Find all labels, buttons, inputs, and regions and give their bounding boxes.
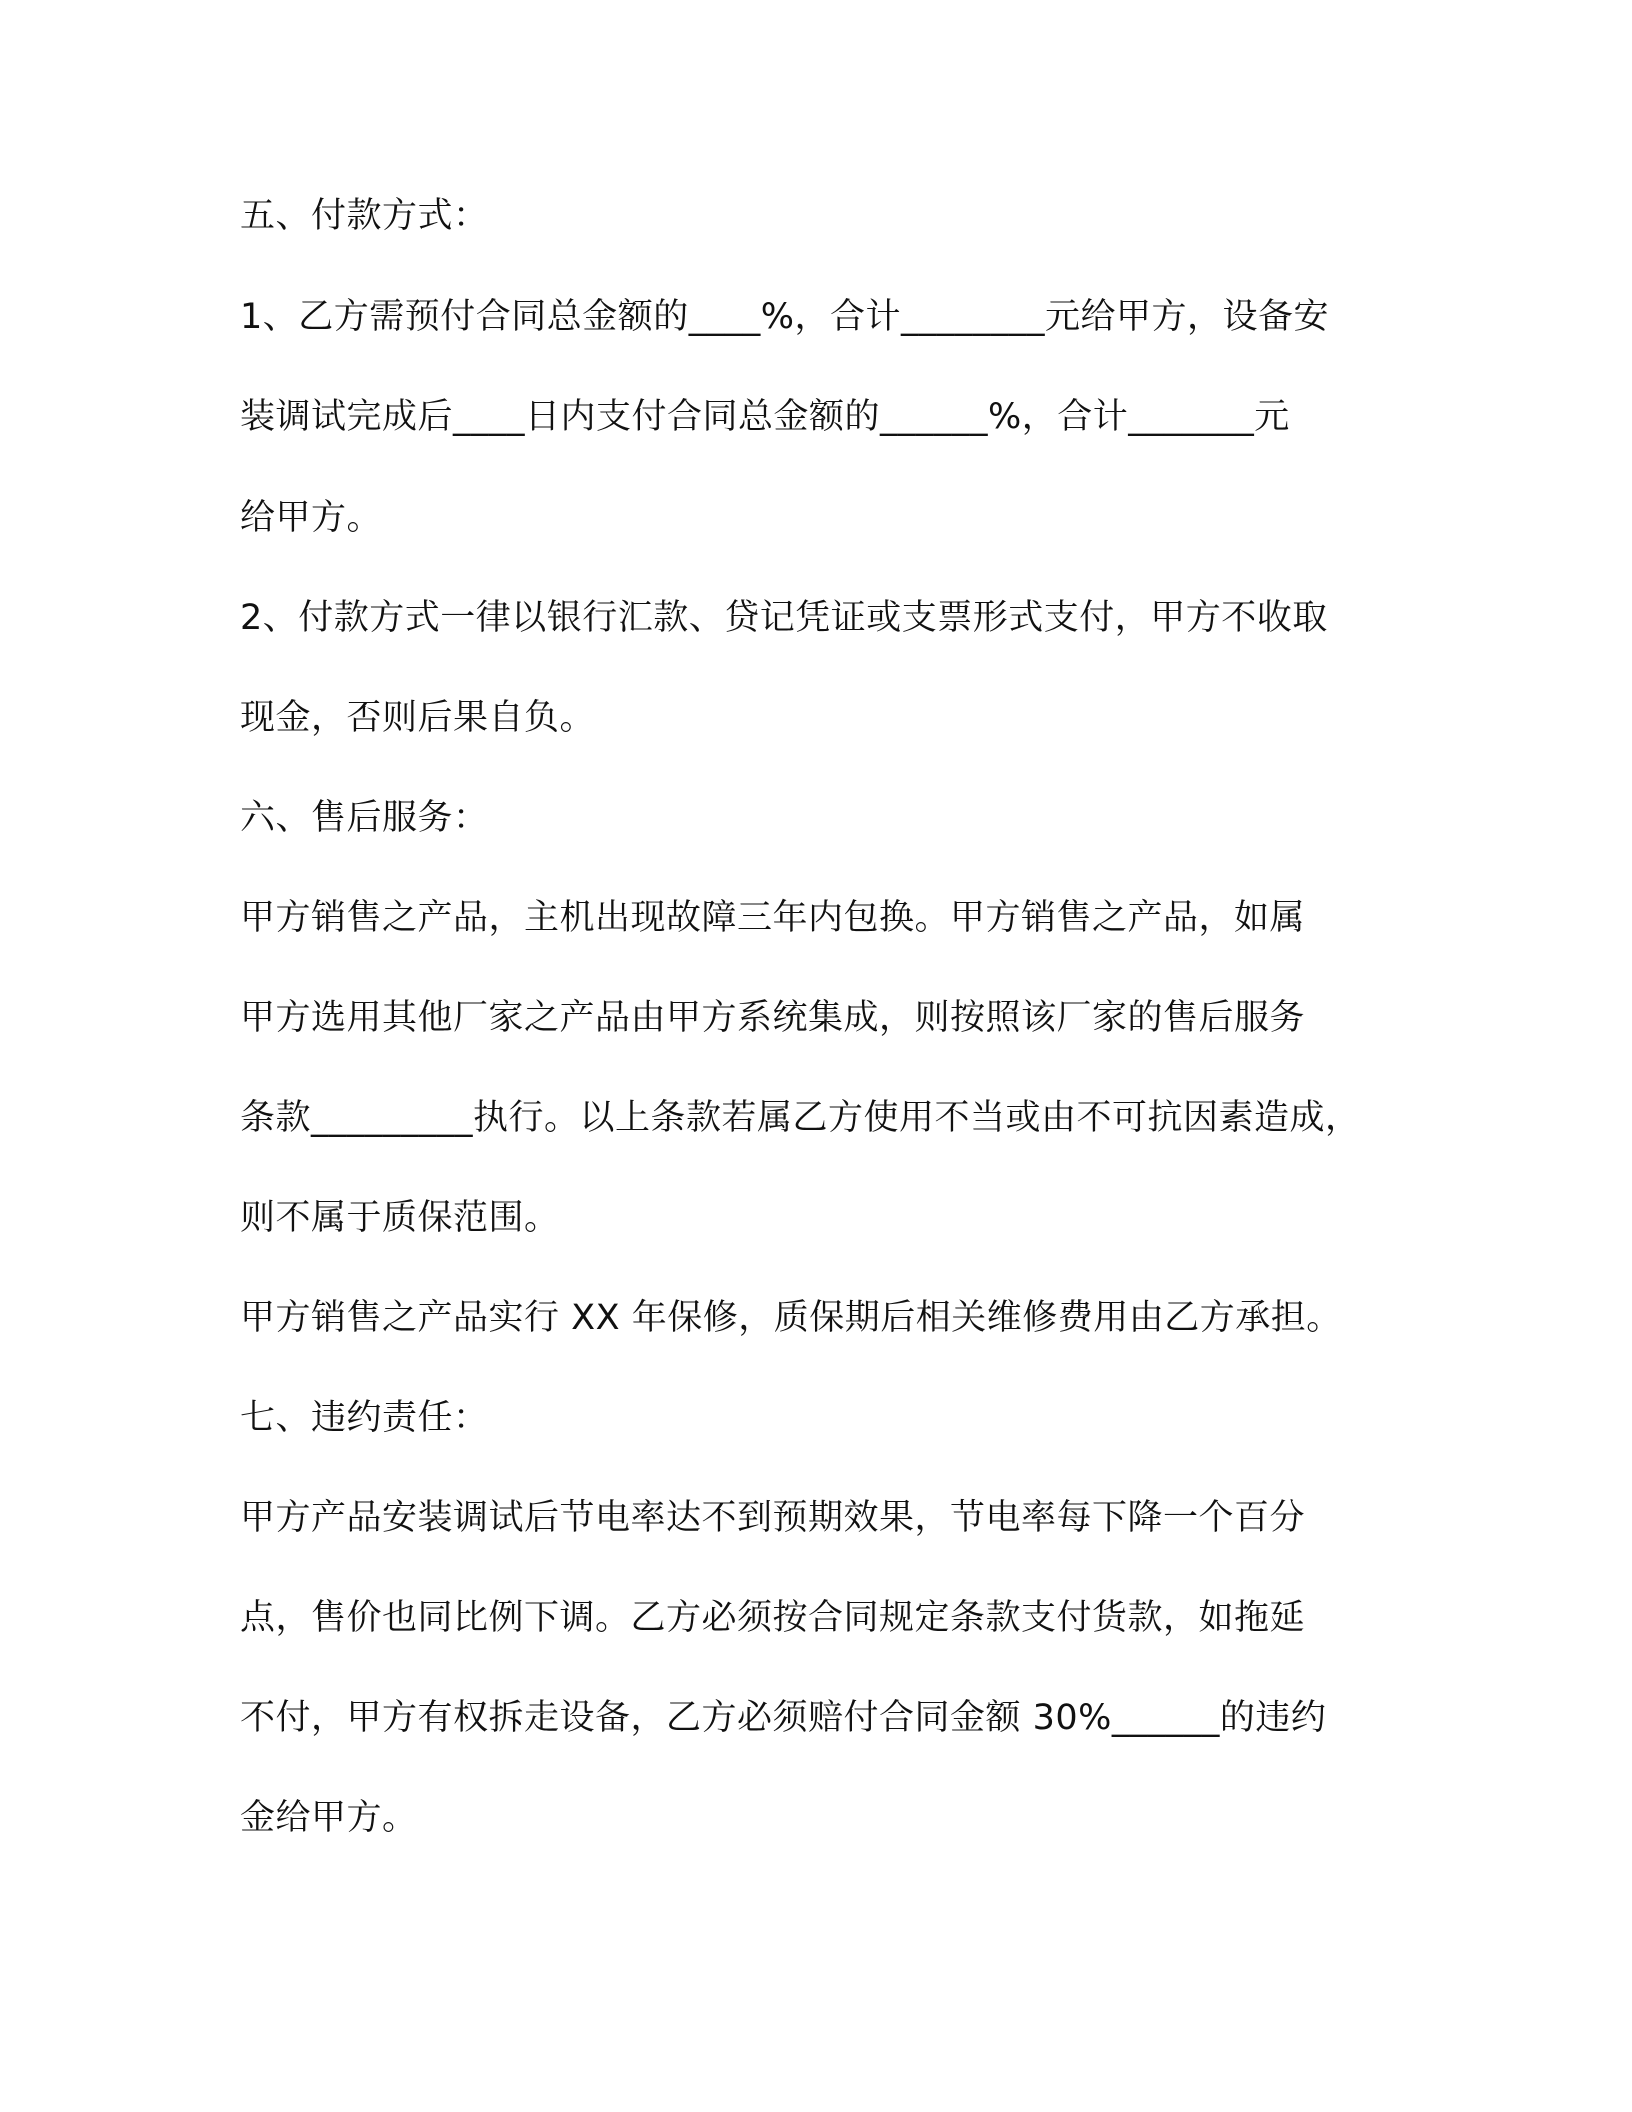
after-sales-para-1-line-3: 条款_________执行。以上条款若属乙方使用不当或由不可抗因素造成， xyxy=(240,1098,1361,1138)
after-sales-para-1-line-1: 甲方销售之产品，主机出现故障三年内包换。甲方销售之产品，如属 xyxy=(240,898,1306,938)
after-sales-para-2: 甲方销售之产品实行 XX 年保修，质保期后相关维修费用由乙方承担。 xyxy=(240,1298,1342,1338)
section-heading-breach: 七、违约责任： xyxy=(240,1398,489,1438)
breach-para-line-3: 不付，甲方有权拆走设备，乙方必须赔付合同金额 30%______的违约 xyxy=(240,1698,1327,1738)
after-sales-para-1-line-4: 则不属于质保范围。 xyxy=(240,1198,560,1238)
breach-para-line-4: 金给甲方。 xyxy=(240,1798,418,1838)
payment-clause-2-line-2: 现金，否则后果自负。 xyxy=(240,698,596,738)
payment-clause-1-line-3: 给甲方。 xyxy=(240,498,383,538)
payment-clause-1-line-2: 装调试完成后____日内支付合同总金额的______%，合计_______元 xyxy=(240,397,1290,437)
payment-clause-1-line-1: 1、乙方需预付合同总金额的____%，合计________元给甲方，设备安 xyxy=(240,297,1330,337)
section-heading-payment: 五、付款方式： xyxy=(240,196,489,236)
breach-para-line-1: 甲方产品安装调试后节电率达不到预期效果，节电率每下降一个百分 xyxy=(240,1498,1306,1538)
after-sales-para-1-line-2: 甲方选用其他厂家之产品由甲方系统集成，则按照该厂家的售后服务 xyxy=(240,998,1306,1038)
section-heading-after-sales: 六、售后服务： xyxy=(240,798,489,838)
breach-para-line-2: 点，售价也同比例下调。乙方必须按合同规定条款支付货款，如拖延 xyxy=(240,1598,1306,1638)
payment-clause-2-line-1: 2、付款方式一律以银行汇款、贷记凭证或支票形式支付，甲方不收取 xyxy=(240,598,1328,638)
